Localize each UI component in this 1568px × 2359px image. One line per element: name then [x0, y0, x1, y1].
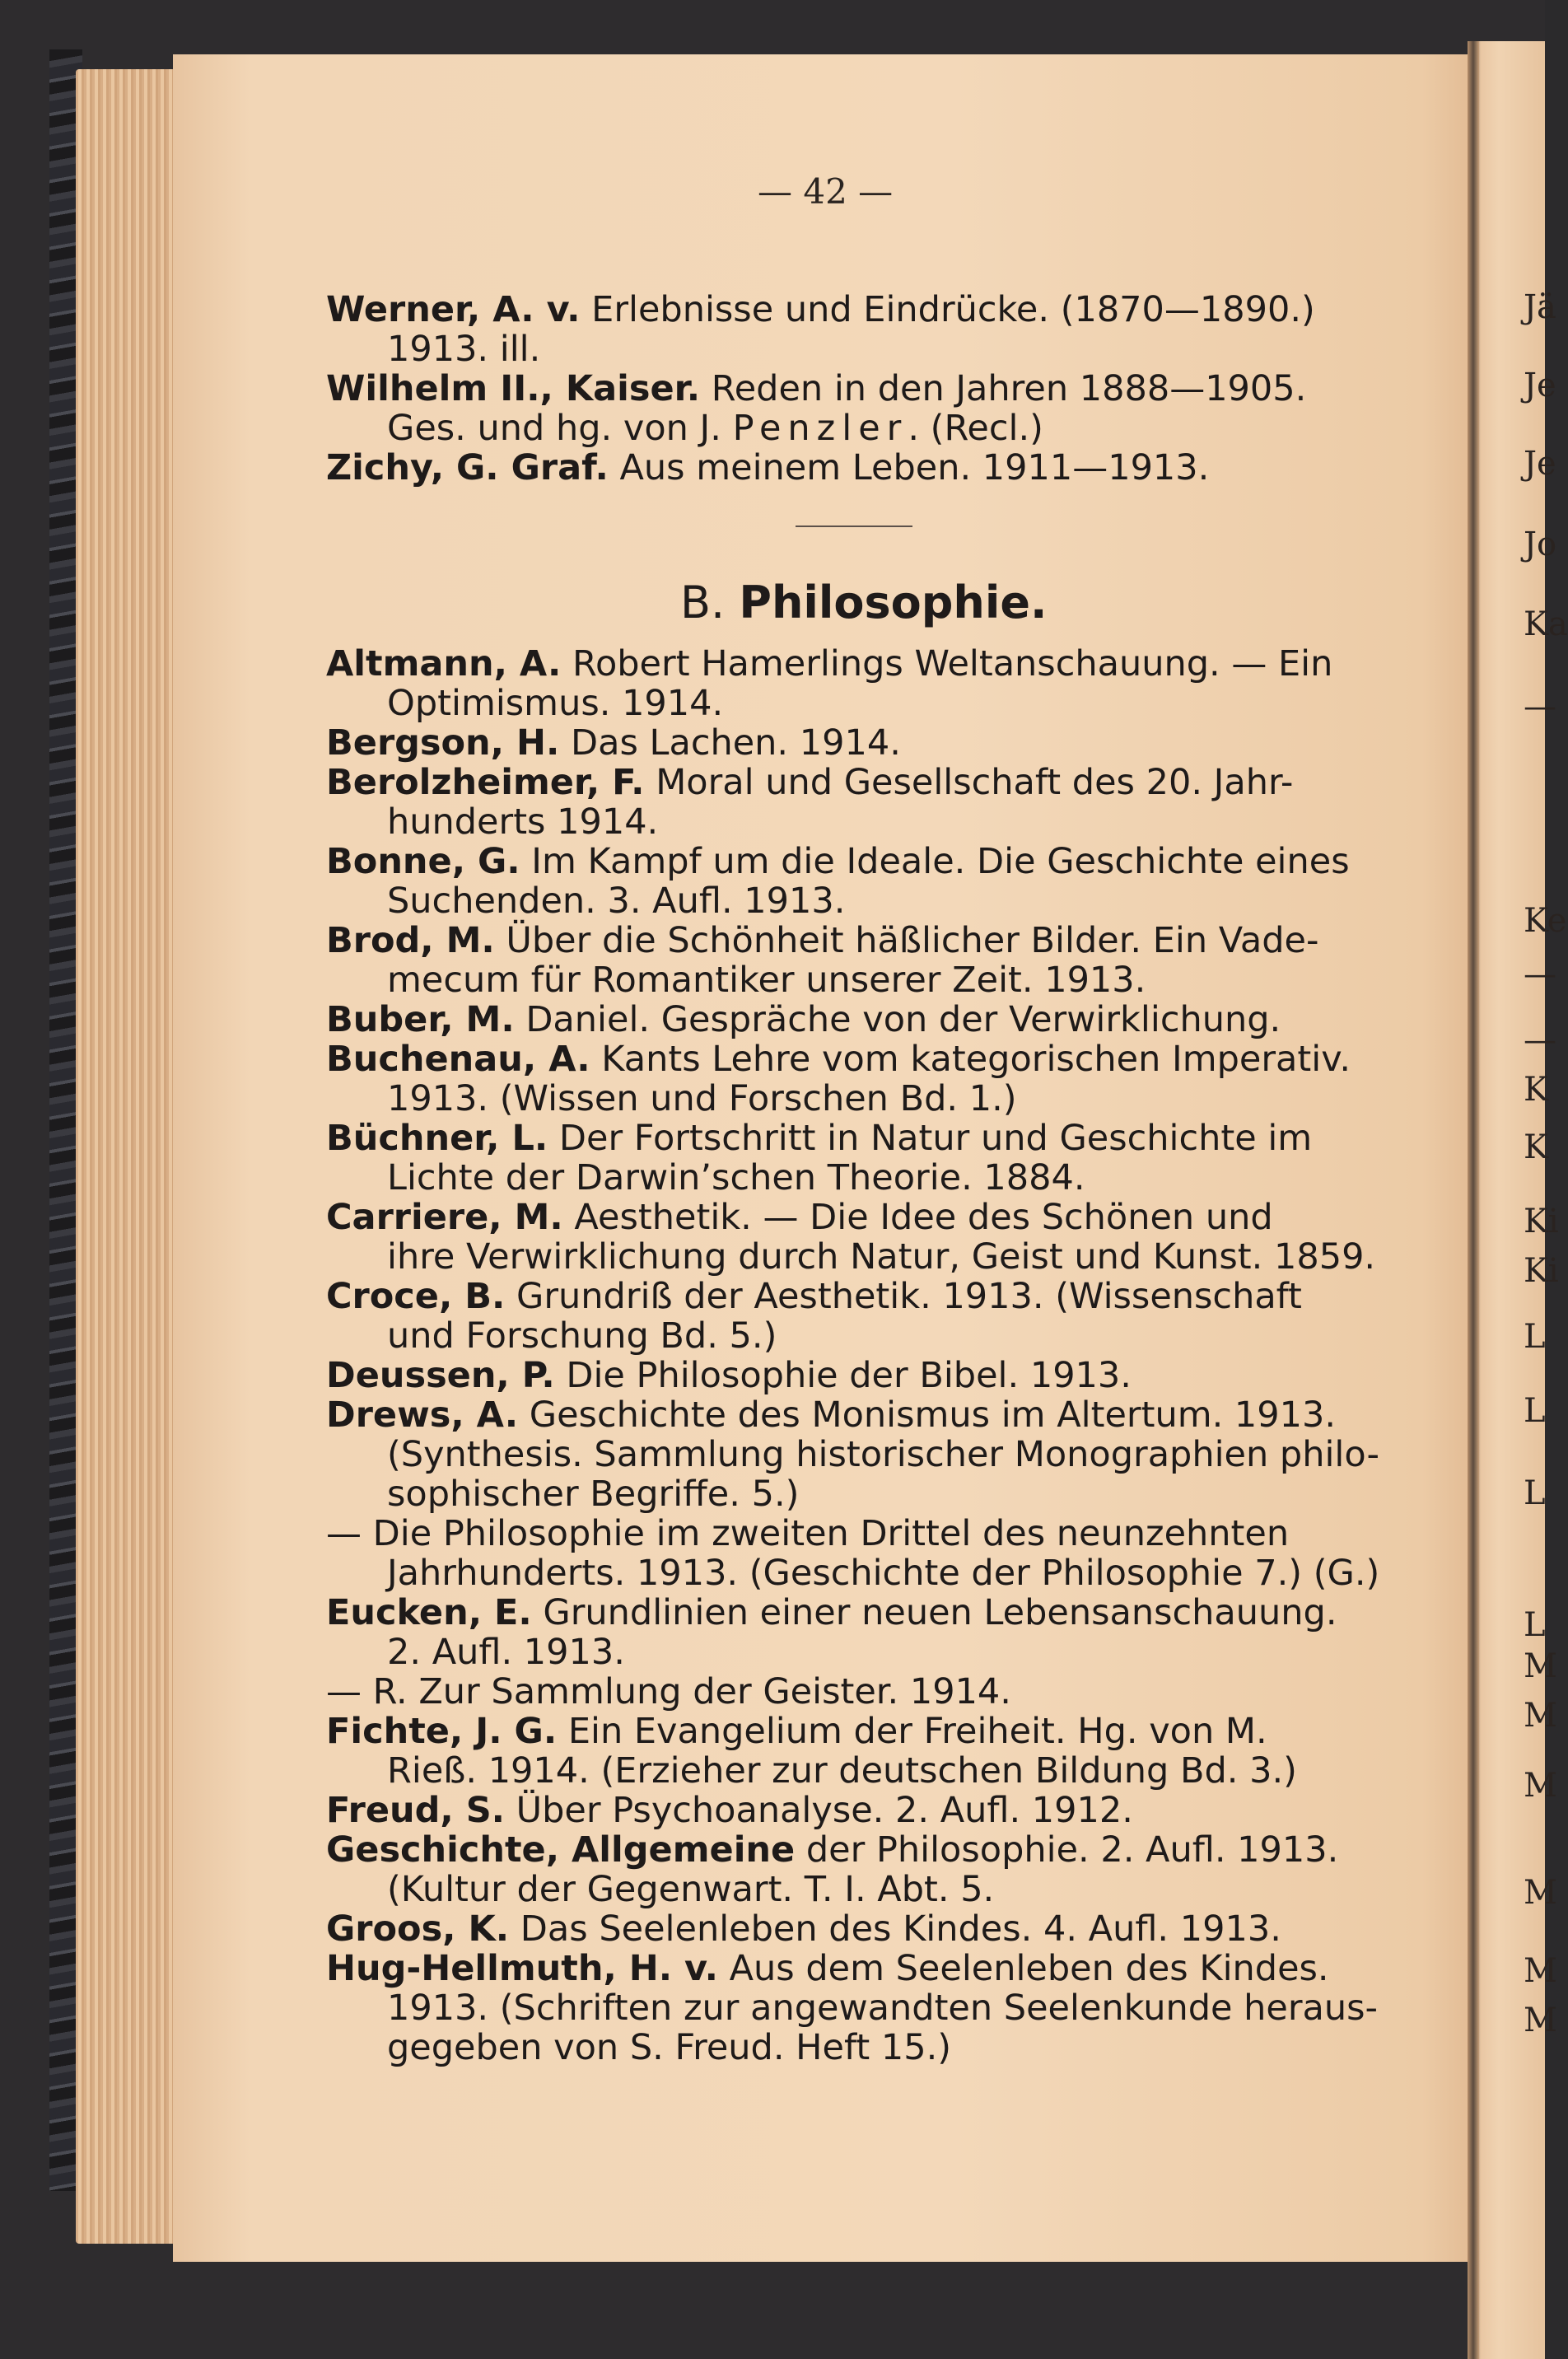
- entry-line: Buber, M. Daniel. Gespräche von der Verwirklichung.: [326, 999, 1281, 1040]
- entry-line: Wilhelm II., Kaiser. Reden in den Jahren 1888—1905.: [326, 368, 1307, 409]
- next-page-peek-line: K: [1524, 1071, 1548, 1109]
- next-page-peek-line: Jä: [1524, 288, 1556, 326]
- next-page-peek-line: Je: [1524, 445, 1556, 483]
- next-page-peek-line: Jo: [1524, 526, 1557, 563]
- entry-line: Buchenau, A. Kants Lehre vom kategorischen Imperativ.: [326, 1039, 1351, 1080]
- entry-line: Bonne, G. Im Kampf um die Ideale. Die Geschichte eines: [326, 841, 1350, 882]
- page-number: — 42 —: [758, 171, 894, 212]
- entry-line: Carriere, M. Aesthetik. — Die Idee des Schönen und: [326, 1197, 1273, 1238]
- entry-line: ihre Verwirklichung durch Natur, Geist und Kunst. 1859.: [387, 1236, 1376, 1278]
- entry-line: — R. Zur Sammlung der Geister. 1914.: [326, 1671, 1011, 1712]
- entry-line: Groos, K. Das Seelenleben des Kindes. 4. Aufl. 1913.: [326, 1908, 1281, 1950]
- next-page-peek-line: Ki: [1524, 1252, 1559, 1290]
- entry-line: 1913. ill.: [387, 329, 541, 370]
- next-page-peek-line: M: [1524, 2002, 1557, 2039]
- entry-line: Suchenden. 3. Aufl. 1913.: [387, 881, 846, 922]
- entry-line: Werner, A. v. Erlebnisse und Eindrücke. (1870—1890.): [326, 289, 1315, 330]
- next-page-peek-line: Je: [1524, 367, 1556, 404]
- entry-line: hunderts 1914.: [387, 801, 659, 843]
- next-page-peek-line: M: [1524, 1767, 1557, 1805]
- next-page-peek-line: Ki: [1524, 1203, 1559, 1240]
- page-stack-edges: [76, 69, 183, 2244]
- entry-line: (Kultur der Gegenwart. T. I. Abt. 5.: [387, 1869, 995, 1910]
- entry-line: Fichte, J. G. Ein Evangelium der Freiheit. Hg. von M.: [326, 1711, 1267, 1752]
- entry-line: Croce, B. Grundriß der Aesthetik. 1913. (Wissenschaft: [326, 1276, 1302, 1317]
- entry-line: sophischer Begriffe. 5.): [387, 1474, 800, 1515]
- next-page-peek-line: —: [1524, 688, 1556, 726]
- next-page-peek-line: M: [1524, 1874, 1557, 1912]
- entry-line: Büchner, L. Der Fortschritt in Natur und Geschichte im: [326, 1118, 1313, 1159]
- entry-line: Lichte der Darwin’schen Theorie. 1884.: [387, 1157, 1085, 1198]
- entry-line: Ges. und hg. von J. Penzler. (Recl.): [387, 408, 1043, 449]
- entry-line: mecum für Romantiker unserer Zeit. 1913.: [387, 960, 1146, 1001]
- entry-line: 1913. (Schriften zur angewandten Seelenkunde heraus-: [387, 1988, 1379, 2029]
- entry-line: Zichy, G. Graf. Aus meinem Leben. 1911—1913.: [326, 447, 1210, 488]
- next-page-peek-line: L: [1524, 1474, 1546, 1512]
- entry-line: Brod, M. Über die Schönheit häßlicher Bilder. Ein Vade-: [326, 920, 1319, 961]
- entry-line: Jahrhunderts. 1913. (Geschichte der Philosophie 7.) (G.): [387, 1553, 1380, 1594]
- next-page-peek-line: Ke: [1524, 902, 1567, 940]
- section-divider: [796, 526, 912, 527]
- entry-line: (Synthesis. Sammlung historischer Monographien philo-: [387, 1434, 1379, 1475]
- section-heading: B. Philosophie.: [680, 577, 1048, 628]
- next-page-peek-line: —: [1524, 1021, 1556, 1059]
- entry-line: und Forschung Bd. 5.): [387, 1315, 777, 1357]
- next-page-peek-line: —: [1524, 955, 1556, 993]
- entry-line: Rieß. 1914. (Erzieher zur deutschen Bildung Bd. 3.): [387, 1750, 1297, 1791]
- entry-line: Bergson, H. Das Lachen. 1914.: [326, 722, 901, 764]
- entry-line: Freud, S. Über Psychoanalyse. 2. Aufl. 1912.: [326, 1790, 1133, 1831]
- entry-line: Berolzheimer, F. Moral und Gesellschaft des 20. Jahr-: [326, 762, 1294, 803]
- next-page-peek-line: K: [1524, 1128, 1548, 1166]
- entry-line: 1913. (Wissen und Forschen Bd. 1.): [387, 1078, 1017, 1119]
- entry-line: gegeben von S. Freud. Heft 15.): [387, 2027, 952, 2068]
- entry-line: Drews, A. Geschichte des Monismus im Altertum. 1913.: [326, 1394, 1337, 1436]
- entry-line: Hug-Hellmuth, H. v. Aus dem Seelenleben des Kindes.: [326, 1948, 1329, 1989]
- entry-line: Deussen, P. Die Philosophie der Bibel. 1913.: [326, 1355, 1132, 1396]
- section-a-tail: [326, 290, 1413, 488]
- entry-line: 2. Aufl. 1913.: [387, 1632, 625, 1673]
- next-page-peek-line: M: [1524, 1952, 1557, 1990]
- entry-line: Optimismus. 1914.: [387, 683, 724, 724]
- next-page-peek-line: M: [1524, 1697, 1557, 1735]
- book-gutter: [1468, 41, 1479, 2359]
- next-page-peek-line: L: [1524, 1318, 1546, 1356]
- next-page-peek-line: L: [1524, 1392, 1546, 1430]
- entry-line: Altmann, A. Robert Hamerlings Weltanschauung. — Ein: [326, 643, 1333, 684]
- next-page-peek-line: Ka: [1524, 605, 1568, 643]
- next-page-peek-line: M: [1524, 1647, 1557, 1685]
- entry-line: — Die Philosophie im zweiten Drittel des neunzehnten: [326, 1513, 1290, 1554]
- next-page-peek-line: L: [1524, 1606, 1546, 1644]
- philosophy-entries: [326, 644, 1413, 2067]
- entry-line: Geschichte, Allgemeine der Philosophie. 2. Aufl. 1913.: [326, 1829, 1339, 1871]
- entry-line: Eucken, E. Grundlinien einer neuen Lebensanschauung.: [326, 1592, 1337, 1633]
